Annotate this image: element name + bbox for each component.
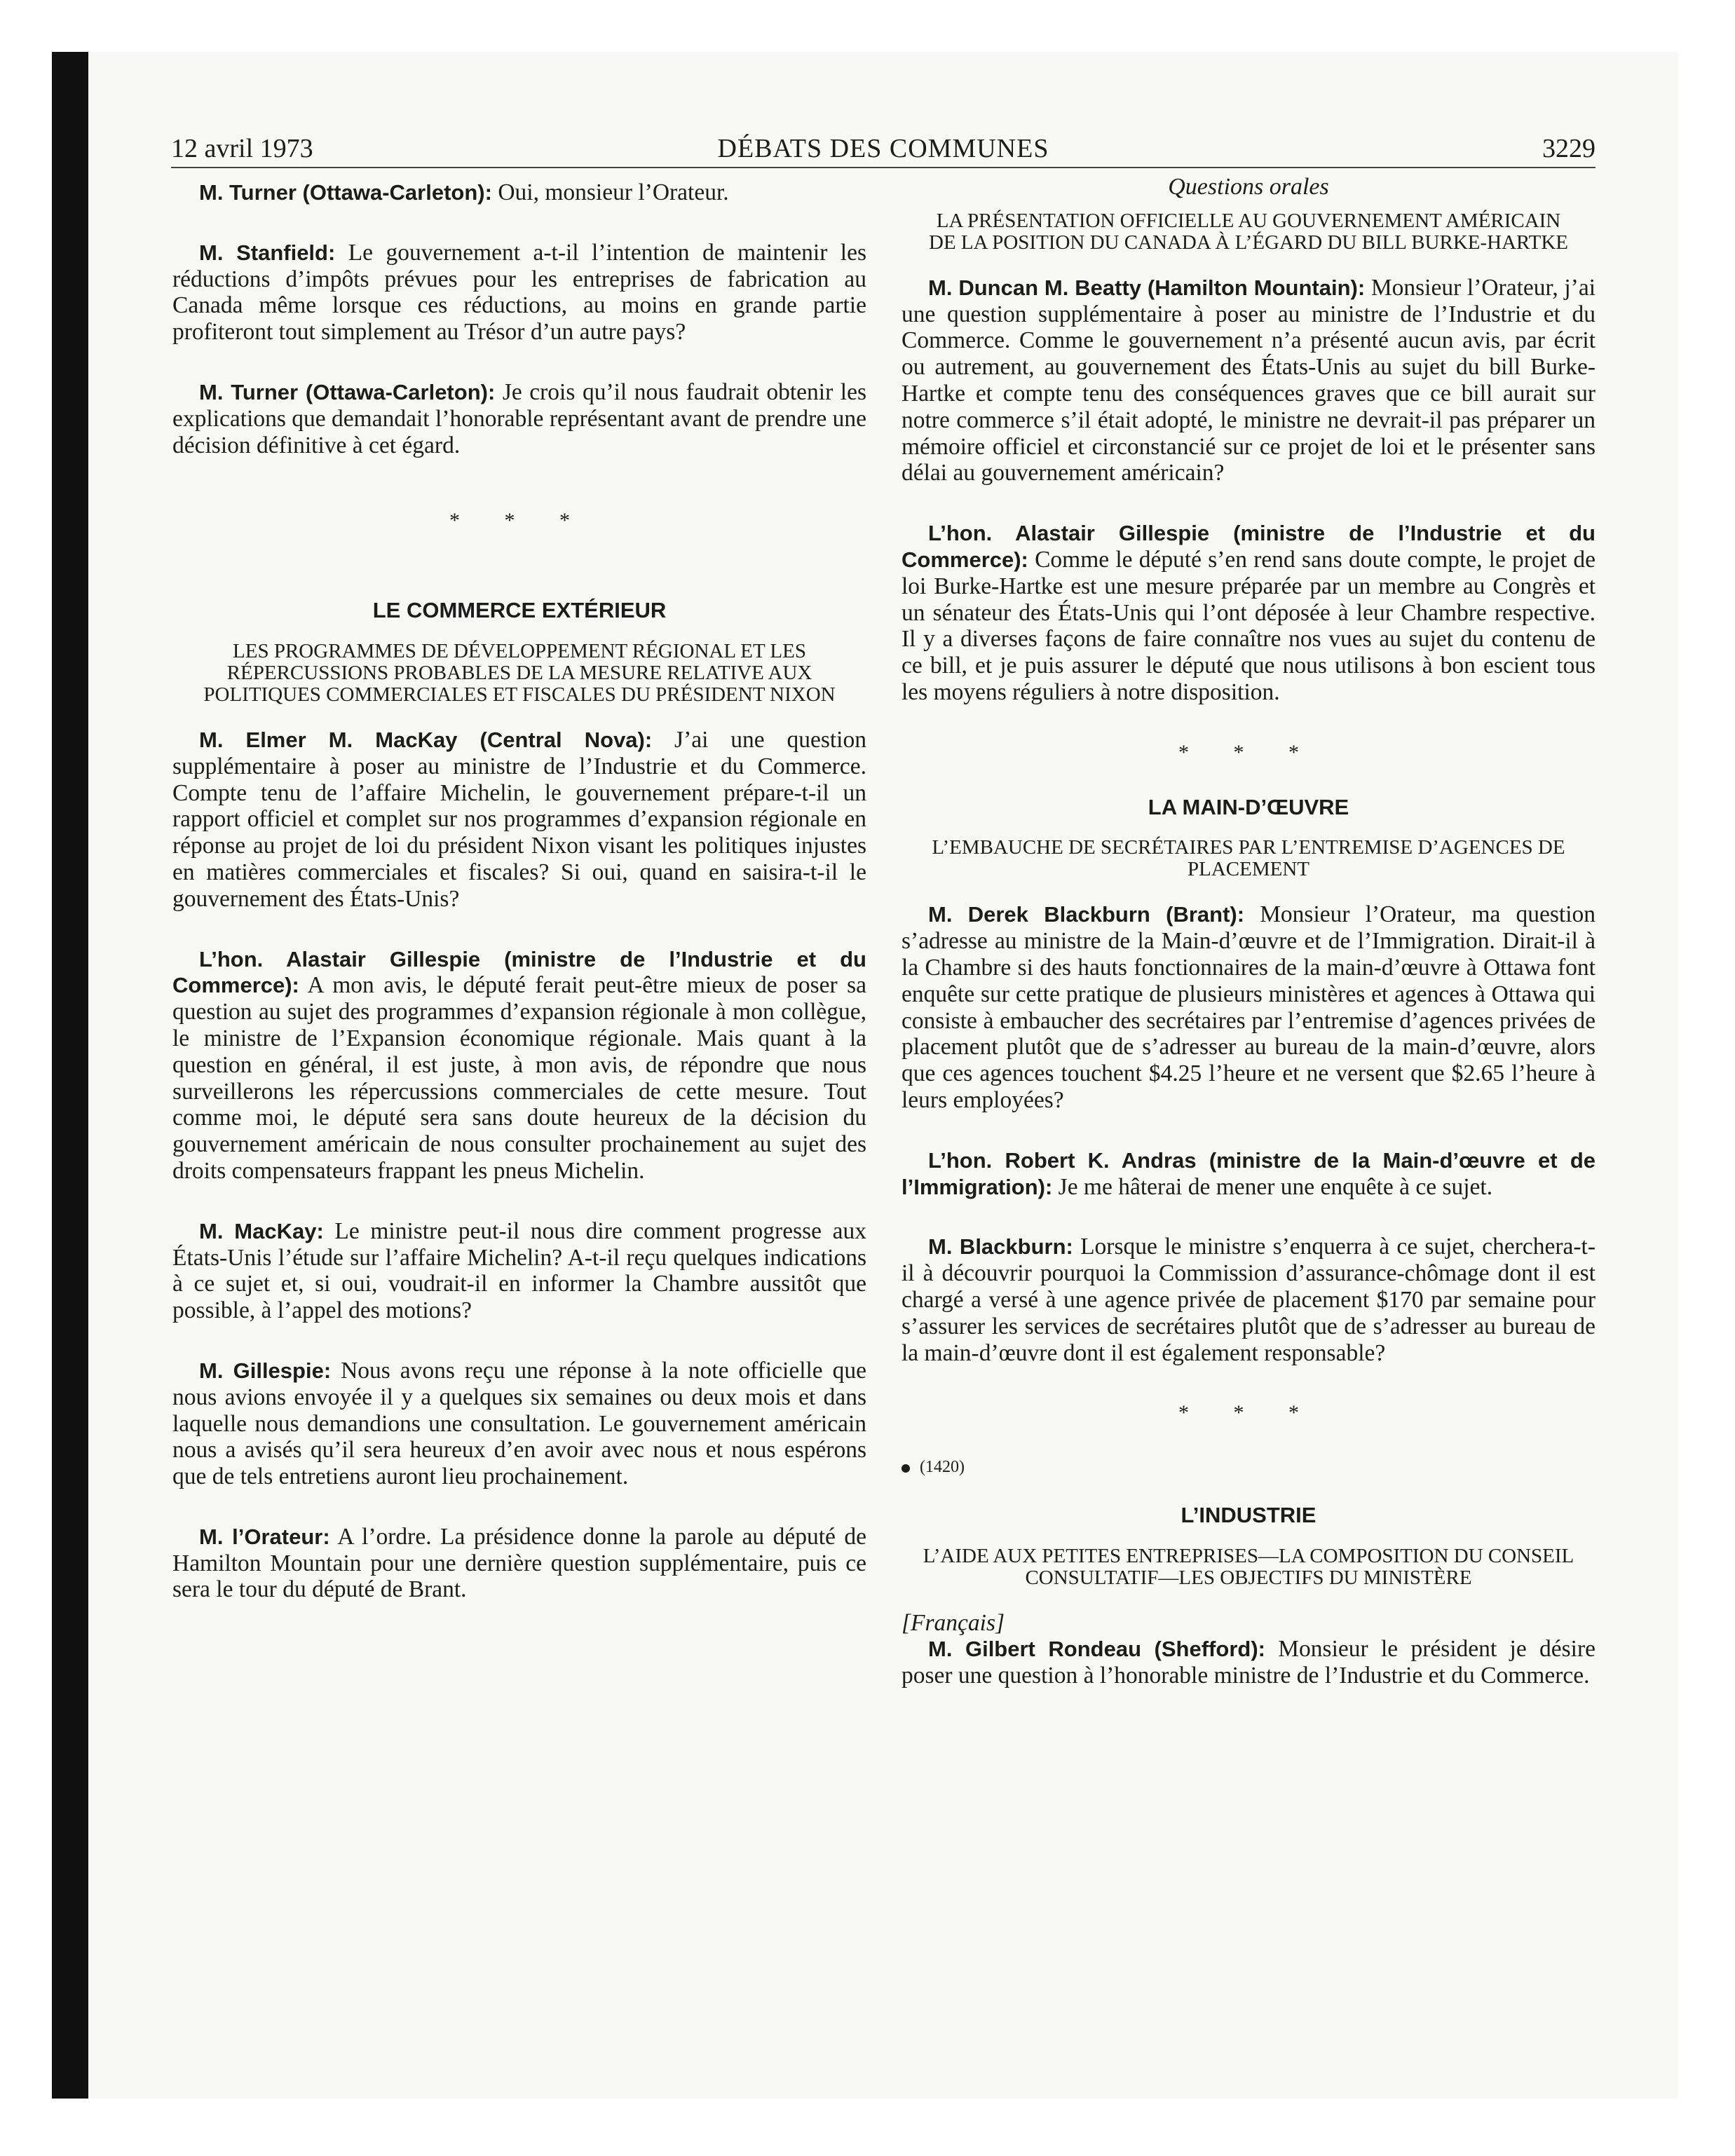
speech-text: Lorsque le ministre s’enquerra à ce sujet, cherchera-t-il à découvrir pourquoi la Commission d’assurance-chômage dont il est chargé a versé à une agence privée de placement $170 par semaine pour s’assurer les services de secrétaires plutôt que de s’adresser au bureau de la main-d’œuvre dont il est également responsable? xyxy=(901,1234,1595,1366)
speech-text: Oui, monsieur l’Orateur. xyxy=(491,179,729,205)
speaker: M. Gillespie: xyxy=(199,1358,332,1383)
section-label: Questions orales xyxy=(1168,174,1329,200)
speaker: M. MacKay: xyxy=(199,1218,324,1243)
speaker: M. Turner (Ottawa-Carleton): xyxy=(199,379,496,404)
speech-gillespie-1 xyxy=(172,946,866,1185)
document-page xyxy=(88,52,1678,2099)
speech-text: J’ai une question supplémentaire à poser au ministre de l’Industrie et du Commerce. Compte tenu de l’affaire Michelin, le gouvernement prépare-t-il un rapport officiel et complet sur nos programmes d’expansion régionale en réponse au projet de loi du président Nixon visant les politiques injustes en matières commerciales et fiscales? Si oui, quand en saisira-t-il le gouvernement des États-Unis? xyxy=(172,726,866,912)
section-separator: * * * xyxy=(1178,1401,1319,1425)
speech-text: Comme le député s’en rend sans doute compte, le projet de loi Burke-Hartke est une mesure préparée par un membre au Congrès et un sénateur des États-Unis qui l’ont déposée à leur Chambre respective. Il y a diverses façons de faire connaître nos vues au sujet du contenu de ce bill, et je puis assurer le député que nous utilisons à bon escient tous les moyens réguliers à notre disposition. xyxy=(901,546,1595,705)
speaker: M. Elmer M. MacKay (Central Nova): xyxy=(199,727,653,752)
speech-text: Nous avons reçu une réponse à la note officielle que nous avions envoyée il y a quelques six semaines ou deux mois et dans laquelle nous demandions une consultation. Le gouvernement américain nous a avisés qu’il sera heureux d’en avoir avec nous et nous espérons que de tels entretiens auront lieu prochainement. xyxy=(172,1357,866,1490)
speech-text: Monsieur l’Orateur, j’ai une question supplémentaire à poser au ministre de l’Industrie et du Commerce. Comme le gouvernement n’a présenté aucun avis, par écrit ou autrement, au gouvernement des États-Unis au sujet du bill Burke-Hartke et compte tenu des conséquences graves que ce bill aurait sur notre commerce s’il était adopté, le ministre ne devrait-il pas préparer un mémoire officiel et circonstancié sur ce projet de loi et le présenter sans délai au gouvernement américain? xyxy=(901,274,1595,486)
speaker: M. Turner (Ottawa-Carleton): xyxy=(199,180,492,205)
time-marker xyxy=(901,1454,1595,1481)
speech-blackburn-1 xyxy=(901,901,1595,1113)
speech-text: Monsieur l’Orateur, ma question s’adresse au ministre de la Main-d’œuvre et de l’Immigration. Dirait-il à la Chambre si des hauts fonctionnaires de la main-d’œuvre à Ottawa font enquête sur cette pratique de plusieurs ministères et agences à Ottawa qui consiste à embaucher des secrétaires par l’entremise d’agences privées de placement plutôt que de s’adresser au bureau de la main-d’œuvre, alors que ces agences touchent $4.25 l’heure et ne versent que $2.65 l’heure à leurs employées? xyxy=(901,901,1595,1113)
language-note: [Français] xyxy=(901,1609,1005,1636)
speech-text: Monsieur le président je désire poser une question à l’honorable ministre de l’Industrie et du Commerce. xyxy=(901,1636,1595,1689)
speech-text: A l’ordre. La présidence donne la parole au député de Hamilton Mountain pour une dernière question supplémentaire, puis ce sera le tour du député de Brant. xyxy=(172,1523,866,1603)
section-subheading-petites-entreprises: L’AIDE AUX PETITES ENTREPRISES—LA COMPOSITION DU CONSEIL CONSULTATIF—LES OBJECTIFS DU MINISTÈRE xyxy=(923,1544,1574,1589)
speech-orateur xyxy=(172,1524,866,1603)
speech-turner-1 xyxy=(172,179,866,206)
speech-rondeau xyxy=(901,1636,1595,1689)
speech-text: Je crois qu’il nous faudrait obtenir les explications que demandait l’honorable représentant avant de prendre une décision définitive à cet égard. xyxy=(172,378,866,458)
speech-stanfield xyxy=(172,240,866,346)
section-subheading-burke-hartke: LA PRÉSENTATION OFFICIELLE AU GOUVERNEMENT AMÉRICAIN DE LA POSITION DU CANADA À L’ÉGARD DU BILL BURKE-HARTKE xyxy=(929,209,1568,254)
speech-blackburn-2 xyxy=(901,1234,1595,1366)
speech-andras xyxy=(901,1147,1595,1201)
header-page-number: 3229 xyxy=(1542,134,1595,163)
speaker: M. Derek Blackburn (Brant): xyxy=(928,902,1245,927)
left-column xyxy=(172,179,866,1637)
page-header xyxy=(171,132,1595,168)
section-separator: * * * xyxy=(449,509,590,533)
speaker: L’hon. Robert K. Andras (ministre de la Main-d’œuvre et de l’Immigration): xyxy=(901,1147,1595,1199)
speaker: M. l’Orateur: xyxy=(199,1524,330,1549)
speaker: M. Duncan M. Beatty (Hamilton Mountain): xyxy=(928,275,1366,300)
section-separator: * * * xyxy=(1178,740,1319,764)
speech-text: Le gouvernement a-t-il l’intention de maintenir les réductions d’impôts prévues pour les entreprises de fabrication au Canada même lorsque ces réductions, au moins en grande partie profiteront tout simplement au Trésor d’un autre pays? xyxy=(172,239,866,346)
speaker: M. Blackburn: xyxy=(928,1234,1073,1260)
speaker: M. Stanfield: xyxy=(199,240,336,265)
right-column xyxy=(901,174,1595,1723)
speaker: L’hon. Alastair Gillespie (ministre de l’Industrie et du Commerce): xyxy=(901,521,1595,572)
section-heading-industrie: L’INDUSTRIE xyxy=(1181,1502,1316,1527)
speech-mackay-1 xyxy=(172,727,866,913)
time-marker-text: (1420) xyxy=(920,1458,965,1477)
speech-beatty xyxy=(901,275,1595,486)
speech-gillespie-3 xyxy=(901,520,1595,706)
speech-gillespie-2 xyxy=(172,1358,866,1490)
speech-mackay-2 xyxy=(172,1218,866,1324)
speech-turner-2 xyxy=(172,379,866,458)
header-date: 12 avril 1973 xyxy=(171,134,313,163)
speech-text: Le ministre peut-il nous dire comment progresse aux États-Unis l’étude sur l’affaire Michelin? A-t-il reçu quelques indications à ce sujet et, si oui, voudrait-il en informer la Chambre aussitôt que possible, à l’appel des motions? xyxy=(172,1217,866,1324)
section-subheading-programmes: LES PROGRAMMES DE DÉVELOPPEMENT RÉGIONAL ET LES RÉPERCUSSIONS PROBABLES DE LA MESURE RELATIVE AUX POLITIQUES COMMERCIALES ET FISCALES DU PRÉSIDENT NIXON xyxy=(203,639,836,706)
bullet-icon xyxy=(901,1464,910,1473)
speech-text: A mon avis, le député ferait peut-être mieux de poser sa question au sujet des programmes d’expansion régionale à mon collègue, le ministre de l’Expansion économique régionale. Mais quant à la question en général, il est juste, à mon avis, de répondre que nous surveillerons les répercussions commerciales de cette mesure. Tout comme moi, le député sera sans doute heureux de la décision du gouvernement américain de nous consulter prochainement au sujet des droits compensateurs frappant les pneus Michelin. xyxy=(172,972,866,1184)
section-subheading-secretaires: L’EMBAUCHE DE SECRÉTAIRES PAR L’ENTREMISE D’AGENCES DE PLACEMENT xyxy=(932,836,1565,881)
speech-text: Je me hâterai de mener une enquête à ce sujet. xyxy=(1052,1173,1493,1200)
scan-binding-edge xyxy=(52,52,88,2099)
section-heading-main-doeuvre: LA MAIN-D’ŒUVRE xyxy=(1148,794,1349,819)
section-heading-commerce: LE COMMERCE EXTÉRIEUR xyxy=(372,598,667,623)
speaker: M. Gilbert Rondeau (Shefford): xyxy=(928,1637,1265,1662)
header-title: DÉBATS DES COMMUNES xyxy=(717,134,1049,163)
speaker: L’hon. Alastair Gillespie (ministre de l’Industrie et du Commerce): xyxy=(172,946,866,998)
